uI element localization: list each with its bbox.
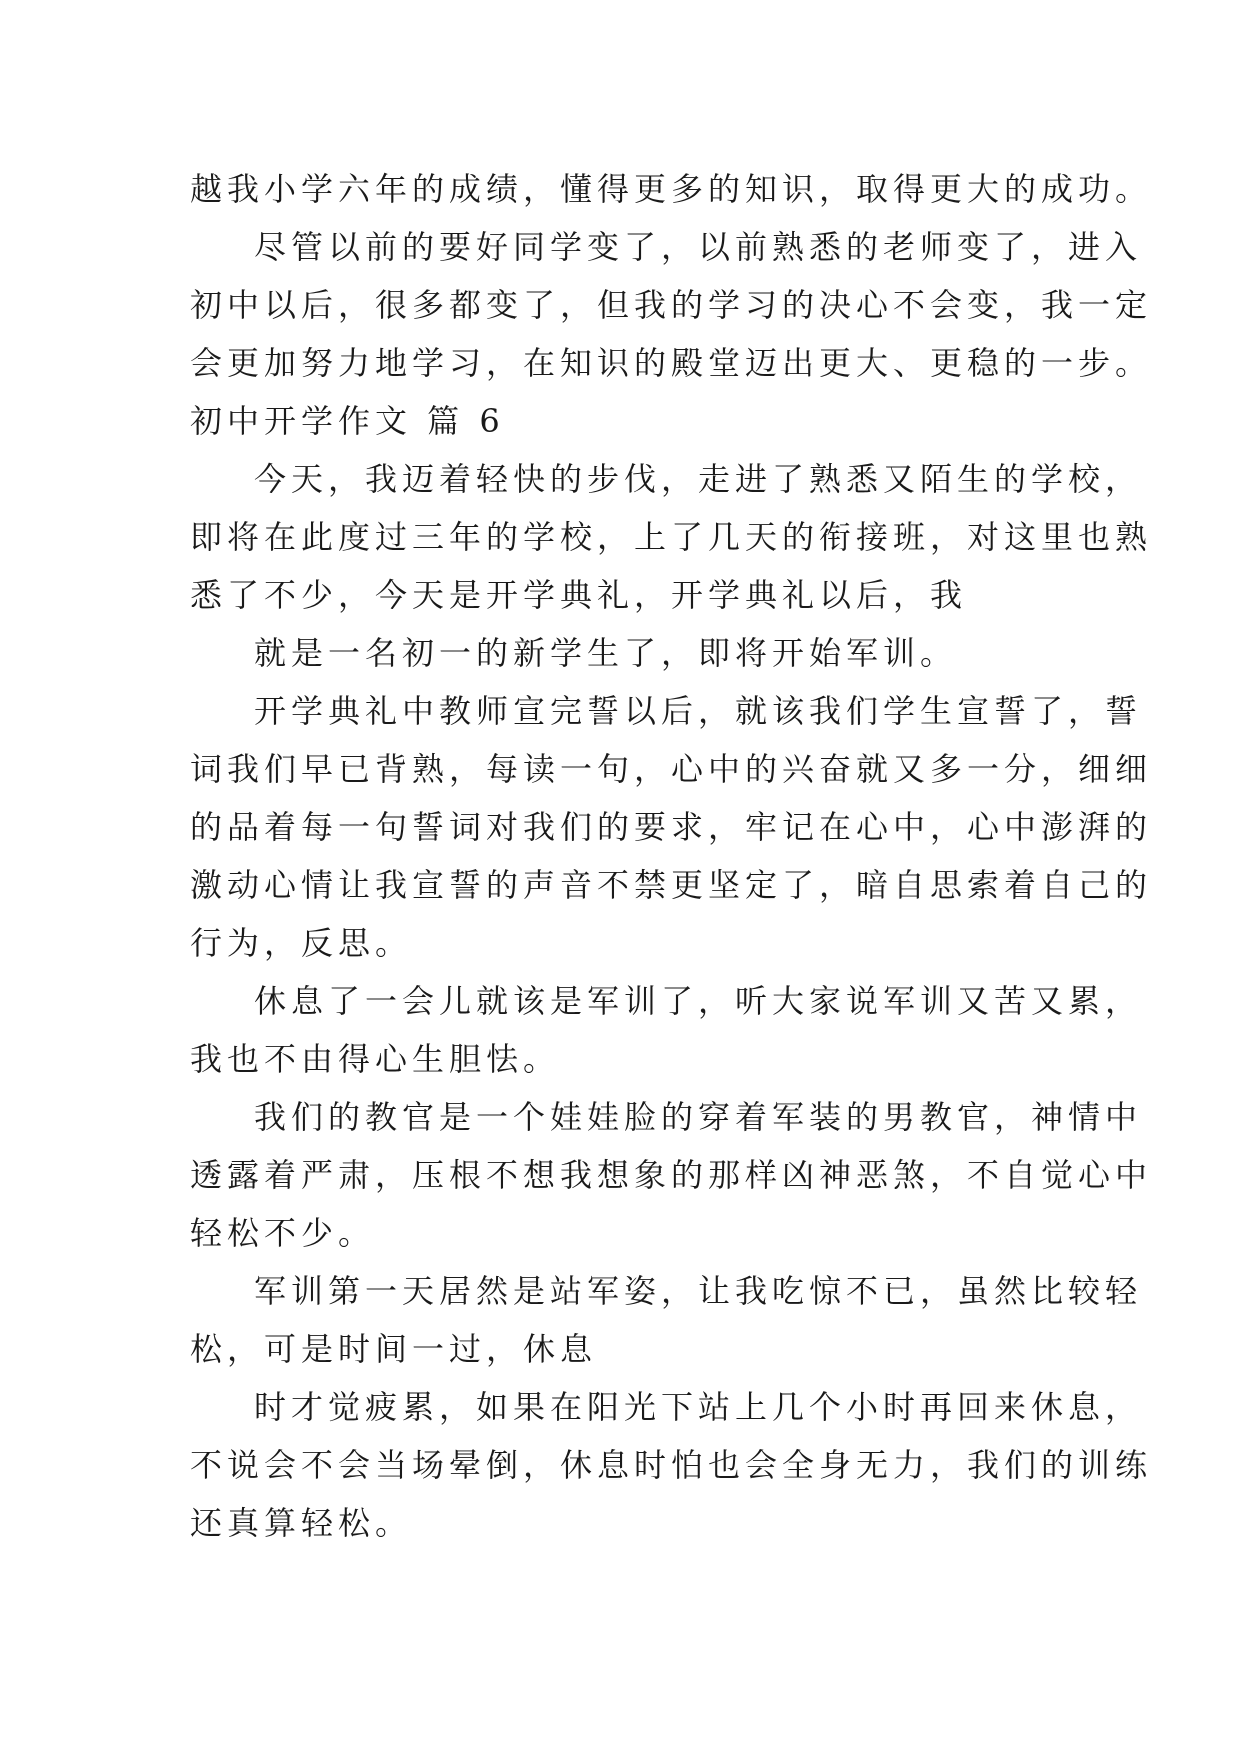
text-line: 开学典礼中教师宣完誓以后，就该我们学生宣誓了，誓 — [254, 692, 1143, 730]
text-line: 时才觉疲累，如果在阳光下站上几个小时再回来休息， — [254, 1388, 1143, 1426]
text-line: 即将在此度过三年的学校，上了几天的衔接班，对这里也熟 — [190, 518, 1153, 556]
text-line: 我也不由得心生胆怯。 — [190, 1040, 561, 1078]
text-line: 词我们早已背熟，每读一句，心中的兴奋就又多一分，细细 — [190, 750, 1153, 788]
text-line: 还真算轻松。 — [190, 1504, 413, 1542]
text-line: 激动心情让我宣誓的声音不禁更坚定了，暗自思索着自己的 — [190, 866, 1153, 904]
text-line: 行为，反思。 — [190, 924, 413, 962]
text-line: 军训第一天居然是站军姿，让我吃惊不已，虽然比较轻 — [254, 1272, 1143, 1310]
text-line: 轻松不少。 — [190, 1214, 376, 1252]
text-line: 会更加努力地学习，在知识的殿堂迈出更大、更稳的一步。 — [190, 344, 1153, 382]
text-line: 悉了不少，今天是开学典礼，开学典礼以后，我 — [190, 576, 968, 614]
text-line: 我们的教官是一个娃娃脸的穿着军装的男教官，神情中 — [254, 1098, 1143, 1136]
text-line: 尽管以前的要好同学变了，以前熟悉的老师变了，进入 — [254, 228, 1143, 266]
section-heading: 初中开学作文 篇 6 — [190, 402, 505, 440]
text-line: 透露着严肃，压根不想我想象的那样凶神恶煞，不自觉心中 — [190, 1156, 1153, 1194]
text-line: 不说会不会当场晕倒，休息时怕也会全身无力，我们的训练 — [190, 1446, 1153, 1484]
text-line: 今天，我迈着轻快的步伐，走进了熟悉又陌生的学校， — [254, 460, 1143, 498]
text-line: 越我小学六年的成绩，懂得更多的知识，取得更大的成功。 — [190, 170, 1153, 208]
text-line: 松，可是时间一过，休息 — [190, 1330, 598, 1368]
text-line: 就是一名初一的新学生了，即将开始军训。 — [254, 634, 958, 672]
document-page — [190, 160, 1153, 1552]
text-line: 休息了一会儿就该是军训了，听大家说军训又苦又累， — [254, 982, 1143, 1020]
text-line: 的品着每一句誓词对我们的要求，牢记在心中，心中澎湃的 — [190, 808, 1153, 846]
text-line: 初中以后，很多都变了，但我的学习的决心不会变，我一定 — [190, 286, 1153, 324]
